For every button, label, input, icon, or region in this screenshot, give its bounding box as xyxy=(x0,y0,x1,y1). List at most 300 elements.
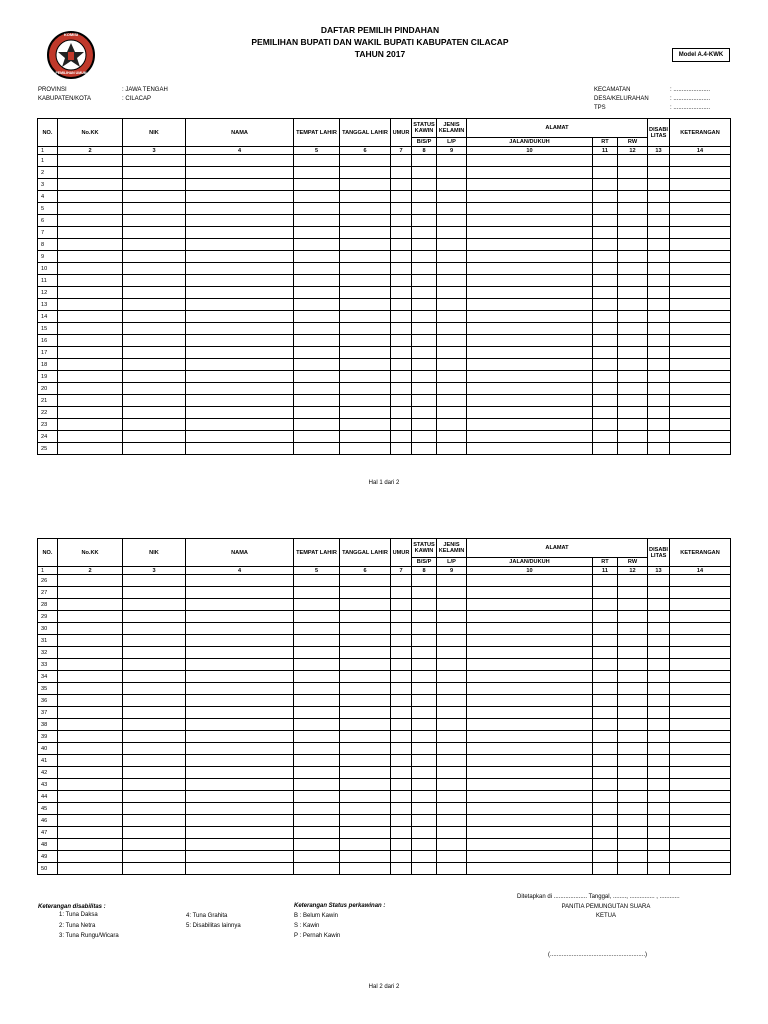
table-cell xyxy=(58,839,123,851)
table-row xyxy=(38,587,731,599)
table-cell xyxy=(593,839,618,851)
table-cell xyxy=(618,695,648,707)
table-cell xyxy=(648,599,670,611)
table-cell xyxy=(123,263,186,275)
disabilitas-item: 3: Tuna Rungu/Wicara xyxy=(59,933,119,939)
column-number: 9 xyxy=(437,147,467,155)
column-number: 10 xyxy=(467,147,593,155)
table-cell xyxy=(670,407,731,419)
table-cell xyxy=(648,371,670,383)
column-number: 14 xyxy=(670,567,731,575)
table-cell xyxy=(58,683,123,695)
col-header-status-kawin: STATUS KAWIN xyxy=(412,539,437,558)
row-number: 18 xyxy=(38,359,58,371)
row-number: 49 xyxy=(38,851,58,863)
col-header-bsp: B/S/P xyxy=(412,138,437,147)
table-cell xyxy=(58,647,123,659)
table-cell xyxy=(467,263,593,275)
table-cell xyxy=(123,155,186,167)
table-cell xyxy=(186,419,294,431)
table-cell xyxy=(123,695,186,707)
table-row xyxy=(38,347,731,359)
table-cell xyxy=(58,767,123,779)
table-cell xyxy=(593,407,618,419)
table-cell xyxy=(294,227,340,239)
col-header-disabilitas: DISABI LITAS xyxy=(648,539,670,567)
column-number: 5 xyxy=(294,147,340,155)
table-row xyxy=(38,371,731,383)
table-cell xyxy=(340,743,391,755)
row-number: 47 xyxy=(38,827,58,839)
column-number: 6 xyxy=(340,147,391,155)
table-cell xyxy=(186,731,294,743)
table-row xyxy=(38,383,731,395)
table-cell xyxy=(340,755,391,767)
table-cell xyxy=(648,275,670,287)
table-row xyxy=(38,167,731,179)
table-cell xyxy=(294,383,340,395)
table-cell xyxy=(593,647,618,659)
column-number: 12 xyxy=(618,147,648,155)
table-cell xyxy=(186,839,294,851)
table-cell xyxy=(391,719,412,731)
table-cell xyxy=(58,359,123,371)
table-cell xyxy=(186,863,294,875)
table-cell xyxy=(123,203,186,215)
table-cell xyxy=(412,299,437,311)
table-cell xyxy=(340,803,391,815)
table-cell xyxy=(186,851,294,863)
table-cell xyxy=(670,791,731,803)
table-row xyxy=(38,815,731,827)
table-cell xyxy=(186,191,294,203)
table-cell xyxy=(618,155,648,167)
table-cell xyxy=(186,383,294,395)
table-cell xyxy=(648,671,670,683)
table-cell xyxy=(294,287,340,299)
table-cell xyxy=(670,203,731,215)
table-cell xyxy=(437,815,467,827)
table-cell xyxy=(437,431,467,443)
row-number: 39 xyxy=(38,731,58,743)
table-cell xyxy=(670,191,731,203)
table-cell xyxy=(58,323,123,335)
table-cell xyxy=(648,707,670,719)
provinsi-label: PROVINSI xyxy=(38,87,67,93)
table-cell xyxy=(340,323,391,335)
table-cell xyxy=(670,599,731,611)
table-cell xyxy=(123,815,186,827)
table-cell xyxy=(412,191,437,203)
table-cell xyxy=(294,863,340,875)
table-cell xyxy=(340,851,391,863)
table-cell xyxy=(123,611,186,623)
table-cell xyxy=(412,263,437,275)
table-cell xyxy=(123,599,186,611)
table-cell xyxy=(467,383,593,395)
table-cell xyxy=(340,251,391,263)
table-cell xyxy=(123,167,186,179)
table-cell xyxy=(58,203,123,215)
table-cell xyxy=(294,599,340,611)
table-cell xyxy=(593,239,618,251)
table-cell xyxy=(437,335,467,347)
row-number: 7 xyxy=(38,227,58,239)
table-cell xyxy=(648,635,670,647)
table-cell xyxy=(123,431,186,443)
col-header-nokk: No.KK xyxy=(58,539,123,567)
table-cell xyxy=(593,575,618,587)
table-cell xyxy=(467,791,593,803)
table-cell xyxy=(670,815,731,827)
table-cell xyxy=(618,251,648,263)
table-cell xyxy=(618,191,648,203)
table-cell xyxy=(467,431,593,443)
table-cell xyxy=(437,647,467,659)
table-cell xyxy=(618,635,648,647)
row-number: 21 xyxy=(38,395,58,407)
table-cell xyxy=(467,251,593,263)
row-number: 3 xyxy=(38,179,58,191)
table-cell xyxy=(412,743,437,755)
table-row xyxy=(38,803,731,815)
table-cell xyxy=(340,443,391,455)
table-cell xyxy=(58,659,123,671)
table-cell xyxy=(123,671,186,683)
table-cell xyxy=(186,599,294,611)
table-cell xyxy=(391,611,412,623)
table-cell xyxy=(186,323,294,335)
row-number: 2 xyxy=(38,167,58,179)
table-cell xyxy=(618,323,648,335)
table-cell xyxy=(618,647,648,659)
table-cell xyxy=(123,707,186,719)
table-cell xyxy=(391,707,412,719)
table-cell xyxy=(670,683,731,695)
table-cell xyxy=(437,863,467,875)
table-cell xyxy=(437,743,467,755)
table-cell xyxy=(437,251,467,263)
table-cell xyxy=(670,155,731,167)
table-cell xyxy=(123,383,186,395)
table-cell xyxy=(467,215,593,227)
table-cell xyxy=(58,347,123,359)
table-cell xyxy=(294,851,340,863)
table-cell xyxy=(391,599,412,611)
row-number: 40 xyxy=(38,743,58,755)
table-cell xyxy=(670,839,731,851)
table-cell xyxy=(391,803,412,815)
table-cell xyxy=(391,263,412,275)
table-cell xyxy=(186,299,294,311)
table-cell xyxy=(467,275,593,287)
table-cell xyxy=(593,587,618,599)
row-number: 32 xyxy=(38,647,58,659)
table-cell xyxy=(412,671,437,683)
table-cell xyxy=(467,599,593,611)
table-row xyxy=(38,323,731,335)
table-cell xyxy=(294,623,340,635)
col-header-jalan: JALAN/DUKUH xyxy=(467,558,593,567)
row-number: 50 xyxy=(38,863,58,875)
row-number: 24 xyxy=(38,431,58,443)
kecamatan-label: KECAMATAN xyxy=(594,87,631,93)
table-cell xyxy=(412,623,437,635)
col-header-keterangan: KETERANGAN xyxy=(670,119,731,147)
table-cell xyxy=(58,191,123,203)
table-cell xyxy=(437,383,467,395)
table-row xyxy=(38,311,731,323)
table-cell xyxy=(593,251,618,263)
table-cell xyxy=(412,635,437,647)
table-row xyxy=(38,155,731,167)
table-cell xyxy=(670,371,731,383)
col-header-jenis-kelamin: JENIS KELAMIN xyxy=(437,119,467,138)
row-number: 25 xyxy=(38,443,58,455)
col-header-tanggal-lahir: TANGGAL LAHIR xyxy=(340,539,391,567)
table-cell xyxy=(123,659,186,671)
table-cell xyxy=(340,575,391,587)
table-row xyxy=(38,683,731,695)
table-cell xyxy=(58,791,123,803)
row-number: 13 xyxy=(38,299,58,311)
disabilitas-item: 1: Tuna Daksa xyxy=(59,912,98,918)
table-cell xyxy=(670,275,731,287)
table-cell xyxy=(467,815,593,827)
kabupaten-value: : CILACAP xyxy=(122,96,152,102)
table-row xyxy=(38,647,731,659)
desa-value: : ...................... xyxy=(670,96,711,102)
table-cell xyxy=(391,191,412,203)
model-box: Model A.4-KWK xyxy=(672,48,730,62)
table-cell xyxy=(437,719,467,731)
table-cell xyxy=(648,767,670,779)
doc-title-line2: PEMILIHAN BUPATI DAN WAKIL BUPATI KABUPATEN CILACAP xyxy=(251,37,509,47)
table-cell xyxy=(618,791,648,803)
table-cell xyxy=(670,767,731,779)
table-cell xyxy=(618,431,648,443)
table-cell xyxy=(391,863,412,875)
table-cell xyxy=(340,155,391,167)
table-cell xyxy=(412,767,437,779)
table-cell xyxy=(618,719,648,731)
table-cell xyxy=(58,623,123,635)
table-cell xyxy=(670,779,731,791)
table-cell xyxy=(467,743,593,755)
table-row xyxy=(38,755,731,767)
table-cell xyxy=(648,203,670,215)
table-cell xyxy=(648,743,670,755)
table-cell xyxy=(186,659,294,671)
col-header-jenis-kelamin: JENIS KELAMIN xyxy=(437,539,467,558)
table-cell xyxy=(391,371,412,383)
column-number: 7 xyxy=(391,147,412,155)
table-cell xyxy=(670,347,731,359)
table-cell xyxy=(412,839,437,851)
row-number: 23 xyxy=(38,419,58,431)
table-cell xyxy=(186,635,294,647)
table-cell xyxy=(412,443,437,455)
table-cell xyxy=(123,287,186,299)
table-cell xyxy=(391,779,412,791)
table-cell xyxy=(593,167,618,179)
table-cell xyxy=(58,167,123,179)
table-cell xyxy=(412,731,437,743)
table-cell xyxy=(58,719,123,731)
table-cell xyxy=(618,287,648,299)
table-cell xyxy=(437,323,467,335)
table-cell xyxy=(340,239,391,251)
table-cell xyxy=(340,635,391,647)
table-cell xyxy=(412,227,437,239)
table-cell xyxy=(593,215,618,227)
table-cell xyxy=(412,407,437,419)
table-cell xyxy=(123,791,186,803)
column-number: 11 xyxy=(593,147,618,155)
table-cell xyxy=(648,695,670,707)
row-number: 4 xyxy=(38,191,58,203)
table-cell xyxy=(294,647,340,659)
table-cell xyxy=(618,743,648,755)
row-number: 42 xyxy=(38,767,58,779)
table-cell xyxy=(123,395,186,407)
table-cell xyxy=(467,419,593,431)
table-cell xyxy=(186,263,294,275)
row-number: 20 xyxy=(38,383,58,395)
table-row xyxy=(38,263,731,275)
table-cell xyxy=(593,803,618,815)
table-cell xyxy=(670,659,731,671)
table-cell xyxy=(467,311,593,323)
table-cell xyxy=(437,287,467,299)
table-cell xyxy=(593,203,618,215)
table-row xyxy=(38,575,731,587)
row-number: 8 xyxy=(38,239,58,251)
table-row xyxy=(38,719,731,731)
table-cell xyxy=(391,671,412,683)
col-header-tanggal-lahir: TANGGAL LAHIR xyxy=(340,119,391,147)
table-cell xyxy=(618,179,648,191)
table-cell xyxy=(467,779,593,791)
doc-title-line3: TAHUN 2017 xyxy=(354,49,406,59)
table-cell xyxy=(648,623,670,635)
table-cell xyxy=(412,695,437,707)
col-header-no: NO. xyxy=(38,539,58,567)
table-cell xyxy=(670,215,731,227)
signature-line: (.........................................................) xyxy=(548,952,648,958)
table-cell xyxy=(294,395,340,407)
table-cell xyxy=(186,311,294,323)
row-number: 41 xyxy=(38,755,58,767)
table-cell xyxy=(391,347,412,359)
table-cell xyxy=(391,275,412,287)
table-cell xyxy=(412,599,437,611)
table-cell xyxy=(412,659,437,671)
table-cell xyxy=(670,575,731,587)
table-cell xyxy=(670,263,731,275)
table-cell xyxy=(294,407,340,419)
table-cell xyxy=(294,311,340,323)
table-cell xyxy=(294,827,340,839)
table-cell xyxy=(58,227,123,239)
table-cell xyxy=(123,275,186,287)
table-cell xyxy=(294,779,340,791)
row-number: 28 xyxy=(38,599,58,611)
table-cell xyxy=(648,263,670,275)
table-cell xyxy=(467,323,593,335)
table-cell xyxy=(618,755,648,767)
col-header-lp: L/P xyxy=(437,138,467,147)
table-cell xyxy=(340,827,391,839)
table-cell xyxy=(340,719,391,731)
table-cell xyxy=(294,695,340,707)
table-cell xyxy=(467,695,593,707)
status-item: P : Pernah Kawin xyxy=(294,933,341,939)
table-cell xyxy=(648,227,670,239)
table-cell xyxy=(58,731,123,743)
table-cell xyxy=(186,287,294,299)
table-row xyxy=(38,443,731,455)
table-cell xyxy=(391,419,412,431)
table-cell xyxy=(340,623,391,635)
column-number-row xyxy=(38,147,731,155)
table-cell xyxy=(412,311,437,323)
row-number: 15 xyxy=(38,323,58,335)
table-cell xyxy=(123,215,186,227)
table-cell xyxy=(437,599,467,611)
table-cell xyxy=(437,215,467,227)
table-cell xyxy=(618,611,648,623)
col-header-umur: UMUR xyxy=(391,539,412,567)
table-cell xyxy=(123,251,186,263)
table-cell xyxy=(670,755,731,767)
table-cell xyxy=(391,239,412,251)
table-cell xyxy=(340,167,391,179)
table-cell xyxy=(58,371,123,383)
table-cell xyxy=(593,815,618,827)
table-cell xyxy=(670,731,731,743)
table-cell xyxy=(340,275,391,287)
table-cell xyxy=(123,323,186,335)
table-cell xyxy=(648,779,670,791)
table-cell xyxy=(186,371,294,383)
table-cell xyxy=(437,179,467,191)
table-row xyxy=(38,695,731,707)
table-cell xyxy=(391,791,412,803)
table-cell xyxy=(467,851,593,863)
table-cell xyxy=(593,767,618,779)
table-cell xyxy=(467,683,593,695)
table-cell xyxy=(437,779,467,791)
table-cell xyxy=(412,779,437,791)
table-cell xyxy=(467,335,593,347)
table-cell xyxy=(618,395,648,407)
table-cell xyxy=(467,755,593,767)
table-cell xyxy=(391,287,412,299)
table-cell xyxy=(294,791,340,803)
table-cell xyxy=(467,443,593,455)
table-cell xyxy=(648,383,670,395)
table-cell xyxy=(412,647,437,659)
table-cell xyxy=(391,659,412,671)
table-cell xyxy=(467,191,593,203)
table-cell xyxy=(123,299,186,311)
table-cell xyxy=(648,815,670,827)
table-cell xyxy=(186,587,294,599)
table-cell xyxy=(391,731,412,743)
table-cell xyxy=(593,695,618,707)
table-cell xyxy=(437,191,467,203)
